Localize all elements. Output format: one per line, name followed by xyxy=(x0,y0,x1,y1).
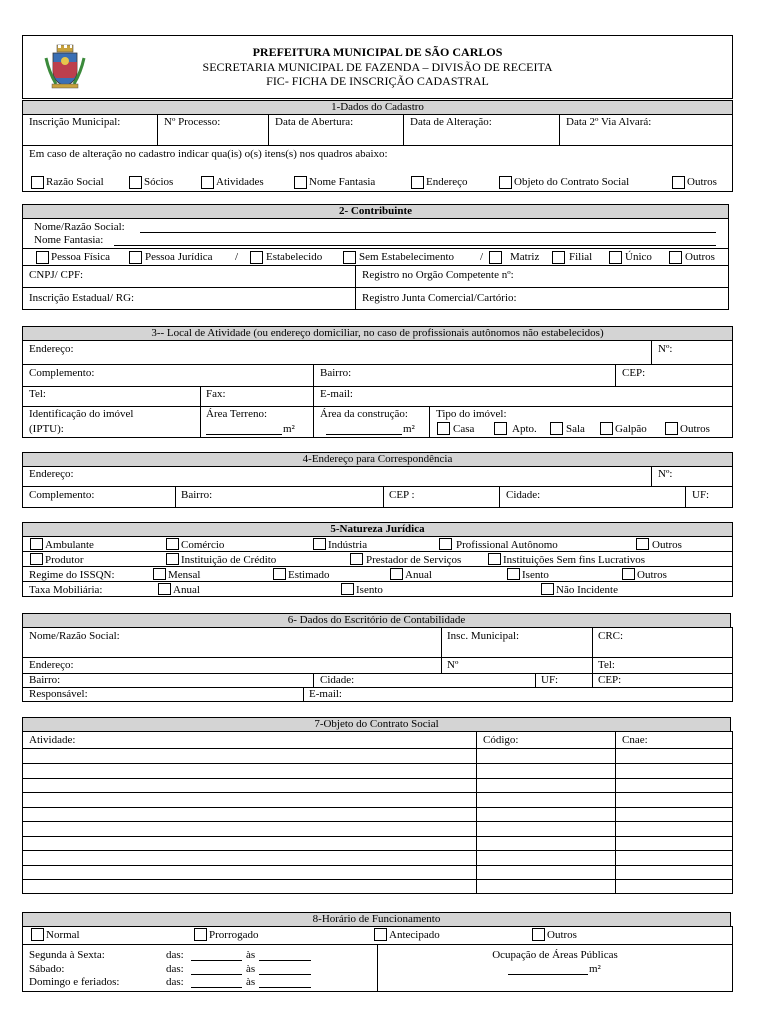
divider xyxy=(175,486,176,508)
checkbox-pessoa-juridica[interactable] xyxy=(129,251,142,264)
label-endereco: Endereço xyxy=(426,176,468,188)
label-sala: Sala xyxy=(566,423,585,435)
divider xyxy=(22,657,733,658)
label-filial: Filial xyxy=(569,251,593,263)
label-instituicoes-sem-fins: Instituições Sem fins Lucrativos xyxy=(503,554,646,566)
field-bairro-corresp[interactable]: Bairro: xyxy=(181,489,213,501)
divider xyxy=(22,673,733,674)
label-galpao: Galpão xyxy=(615,423,647,435)
checkbox-profissional-autonomo[interactable] xyxy=(439,538,452,550)
label-apto: Apto. xyxy=(512,423,537,435)
checkbox-filial[interactable] xyxy=(552,251,565,264)
label-identificacao-imovel: Identificação do imóvel xyxy=(29,408,134,420)
field-numero-escritorio[interactable]: Nº xyxy=(447,659,459,671)
separator: / xyxy=(235,251,239,263)
section-7-title: 7-Objeto do Contrato Social xyxy=(22,717,731,732)
label-unico: Único xyxy=(625,251,652,263)
label-casa: Casa xyxy=(453,423,475,435)
section-6-title: 6- Dados do Escritório de Contabilidade xyxy=(22,613,731,628)
checkbox-endereco[interactable] xyxy=(411,176,424,189)
label-as: às xyxy=(246,963,256,975)
label-mensal: Mensal xyxy=(168,569,201,581)
label-razao-social: Razão Social xyxy=(46,176,104,188)
field-nome-escritorio[interactable]: Nome/Razão Social: xyxy=(29,630,120,642)
label-outros: Outros xyxy=(687,176,717,188)
checkbox-unico[interactable] xyxy=(609,251,622,264)
ocupacao-field[interactable] xyxy=(508,974,588,975)
field-cidade-corresp[interactable]: Cidade: xyxy=(506,489,541,501)
label-das: das: xyxy=(166,949,184,961)
section-5-title: 5-Natureza Jurídica xyxy=(22,522,733,537)
divider xyxy=(22,287,729,288)
checkbox-outros-horario[interactable] xyxy=(532,928,545,941)
divider xyxy=(22,486,733,487)
field-tel-escritorio[interactable]: Tel: xyxy=(598,659,615,671)
divider xyxy=(429,406,430,438)
label-domingo-feriados: Domingo e feriados: xyxy=(29,976,120,988)
field-endereco[interactable]: Endereço: xyxy=(29,343,74,355)
time-to-sabado[interactable] xyxy=(259,974,311,975)
checkbox-apto[interactable] xyxy=(494,422,507,435)
field-responsavel[interactable]: Responsável: xyxy=(29,688,88,700)
field-uf-escritorio[interactable]: UF: xyxy=(541,674,559,686)
field-complemento[interactable]: Complemento: xyxy=(29,367,95,379)
time-to-segunda[interactable] xyxy=(259,960,311,961)
column-codigo: Código: xyxy=(483,734,519,746)
area-terreno-line xyxy=(206,434,282,435)
section-2-title: 2- Contribuinte xyxy=(22,204,729,219)
divider xyxy=(22,581,733,582)
label-estimado: Estimado xyxy=(288,569,330,581)
field-uf-corresp[interactable]: UF: xyxy=(692,489,710,501)
unit-m2: m² xyxy=(283,423,295,435)
field-registro-junta[interactable]: Registro Junta Comercial/Cartório: xyxy=(362,292,517,304)
label-anual-regime: Anual xyxy=(405,569,432,581)
checkbox-galpao[interactable] xyxy=(600,422,613,435)
table-row[interactable] xyxy=(22,792,733,793)
checkbox-instituicao-credito[interactable] xyxy=(166,553,179,565)
label-ambulante: Ambulante xyxy=(45,539,94,551)
section-3-title: 3-- Local de Atividade (ou endereço domiciliar, no caso de profissionais autônomos não estabelecidos) xyxy=(22,326,733,341)
label-prorrogado: Prorrogado xyxy=(209,929,259,941)
label-sem-estabelecimento: Sem Estabelecimento xyxy=(359,251,454,263)
column-cnae: Cnae: xyxy=(622,734,648,746)
table-row[interactable] xyxy=(22,850,733,851)
label-prestador-servicos: Prestador de Serviços xyxy=(366,554,462,566)
field-registro-orgao[interactable]: Registro no Orgão Competente nº: xyxy=(362,269,514,281)
divider xyxy=(200,386,201,438)
checkbox-pessoa-fisica[interactable] xyxy=(36,251,49,264)
field-complemento-corresp[interactable]: Complemento: xyxy=(29,489,95,501)
divider xyxy=(651,340,652,364)
label-anual-taxa: Anual xyxy=(173,584,200,596)
checkbox-mensal[interactable] xyxy=(153,568,166,580)
field-endereco-escritorio[interactable]: Endereço: xyxy=(29,659,74,671)
label-pessoa-juridica: Pessoa Jurídica xyxy=(145,251,213,263)
field-data-2via-alvara[interactable]: Data 2º Via Alvará: xyxy=(566,116,652,128)
label-matriz: Matriz xyxy=(510,251,540,263)
label-socios: Sócios xyxy=(144,176,174,188)
field-cep-corresp[interactable]: CEP : xyxy=(389,489,415,501)
divider xyxy=(22,386,733,387)
checkbox-ambulante[interactable] xyxy=(30,538,43,550)
checkbox-isento-regime[interactable] xyxy=(507,568,520,580)
field-cidade-escritorio[interactable]: Cidade: xyxy=(320,674,355,686)
label-isento-taxa: Isento xyxy=(356,584,383,596)
field-endereco-corresp[interactable]: Endereço: xyxy=(29,468,74,480)
time-from-sabado[interactable] xyxy=(191,974,242,975)
label-sabado: Sábado: xyxy=(29,963,65,975)
field-bairro-escritorio[interactable]: Bairro: xyxy=(29,674,61,686)
area-construcao-line xyxy=(326,434,402,435)
table-row[interactable] xyxy=(22,778,733,779)
label-antecipado: Antecipado xyxy=(389,929,440,941)
divider xyxy=(441,627,442,673)
section-8-title: 8-Horário de Funcionamento xyxy=(22,912,731,927)
checkbox-nome-fantasia[interactable] xyxy=(294,176,307,189)
label-outros-horario: Outros xyxy=(547,929,577,941)
checkbox-socios[interactable] xyxy=(129,176,142,189)
field-numero-processo[interactable]: Nº Processo: xyxy=(164,116,221,128)
checkbox-casa[interactable] xyxy=(437,422,450,435)
checkbox-atividades[interactable] xyxy=(201,176,214,189)
field-nome-razao-social[interactable]: Nome/Razão Social: xyxy=(34,221,125,233)
label-outros-contribuinte: Outros xyxy=(685,251,715,263)
label-objeto-contrato: Objeto do Contrato Social xyxy=(514,176,630,188)
divider xyxy=(22,551,733,552)
checkbox-anual-regime[interactable] xyxy=(390,568,403,580)
checkbox-instituicoes-sem-fins[interactable] xyxy=(488,553,501,565)
divider xyxy=(615,364,616,386)
label-outros-regime: Outros xyxy=(637,569,667,581)
time-to-domingo[interactable] xyxy=(259,987,311,988)
label-produtor: Produtor xyxy=(45,554,84,566)
fill-line xyxy=(114,245,716,246)
divider xyxy=(476,731,477,894)
checkbox-estabelecido[interactable] xyxy=(250,251,263,264)
divider xyxy=(651,466,652,486)
label-outros-imovel: Outros xyxy=(680,423,710,435)
label-normal: Normal xyxy=(46,929,80,941)
table-row[interactable] xyxy=(22,807,733,808)
label-segunda-sexta: Segunda à Sexta: xyxy=(29,949,105,961)
divider xyxy=(592,627,593,687)
divider xyxy=(268,114,269,145)
field-iptu[interactable]: (IPTU): xyxy=(29,423,64,435)
table-row[interactable] xyxy=(22,821,733,822)
table-row[interactable] xyxy=(22,836,733,837)
field-email-escritorio[interactable]: E-mail: xyxy=(309,688,342,700)
section-7-table xyxy=(22,731,733,894)
checkbox-outros-imovel[interactable] xyxy=(665,422,678,435)
divider xyxy=(22,687,733,688)
label-profissional-autonomo: Profissional Autônomo xyxy=(456,539,558,551)
checkbox-produtor[interactable] xyxy=(30,553,43,565)
label-industria: Indústria xyxy=(328,539,368,551)
unit-m2: m² xyxy=(589,963,601,975)
field-numero[interactable]: Nº: xyxy=(658,343,673,355)
divider xyxy=(355,265,356,310)
divider xyxy=(499,486,500,508)
field-data-alteracao[interactable]: Data de Alteração: xyxy=(410,116,492,128)
divider xyxy=(303,687,304,702)
field-fax[interactable]: Fax: xyxy=(206,388,226,400)
divider xyxy=(535,673,536,687)
divider xyxy=(22,364,733,365)
checkbox-outros-contribuinte[interactable] xyxy=(669,251,682,264)
label-outros-natureza: Outros xyxy=(652,539,682,551)
label-nao-incidente: Não Incidente xyxy=(556,584,618,596)
divider xyxy=(22,145,733,146)
label-nome-fantasia: Nome Fantasia xyxy=(309,176,376,188)
separator: / xyxy=(480,251,484,263)
checkbox-normal[interactable] xyxy=(31,928,44,941)
checkbox-sem-estabelecimento[interactable] xyxy=(343,251,356,264)
table-row[interactable] xyxy=(22,865,733,866)
field-cep-escritorio[interactable]: CEP: xyxy=(598,674,622,686)
field-inscricao-municipal[interactable]: Inscrição Municipal: xyxy=(29,116,121,128)
field-inscricao-estadual[interactable]: Inscrição Estadual/ RG: xyxy=(29,292,135,304)
label-comercio: Comércio xyxy=(181,539,225,551)
section-6-box xyxy=(22,627,733,702)
divider xyxy=(313,364,314,438)
column-atividade: Atividade: xyxy=(29,734,76,746)
fill-line xyxy=(140,232,716,233)
label-as: às xyxy=(246,976,256,988)
page-title: PREFEITURA MUNICIPAL DE SÃO CARLOS xyxy=(252,45,503,59)
label-estabelecido: Estabelecido xyxy=(266,251,323,263)
field-cep[interactable]: CEP: xyxy=(622,367,646,379)
checkbox-prestador-servicos[interactable] xyxy=(350,553,363,565)
field-bairro[interactable]: Bairro: xyxy=(320,367,352,379)
checkbox-anual-taxa[interactable] xyxy=(158,583,171,595)
checkbox-sala[interactable] xyxy=(550,422,563,435)
divider xyxy=(22,566,733,567)
label-tipo-imovel: Tipo do imóvel: xyxy=(436,408,507,420)
unit-m2: m² xyxy=(403,423,415,435)
checkbox-nao-incidente[interactable] xyxy=(541,583,554,595)
label-area-construcao: Área da construção: xyxy=(320,408,408,420)
label-taxa-mobiliaria: Taxa Mobiliária: xyxy=(29,584,103,596)
checkbox-estimado[interactable] xyxy=(273,568,286,580)
section-4-box xyxy=(22,466,733,508)
label-isento-regime: Isento xyxy=(522,569,549,581)
alteration-note: Em caso de alteração no cadastro indicar qua(is) o(s) itens(s) nos quadros abaixo: xyxy=(29,148,388,160)
divider xyxy=(22,248,729,249)
checkbox-outros-regime[interactable] xyxy=(622,568,635,580)
checkbox-matriz[interactable] xyxy=(489,251,502,264)
label-pessoa-fisica: Pessoa Física xyxy=(51,251,110,263)
field-email[interactable]: E-mail: xyxy=(320,388,353,400)
field-numero-corresp[interactable]: Nº: xyxy=(658,468,673,480)
field-crc[interactable]: CRC: xyxy=(598,630,624,642)
divider xyxy=(157,114,158,145)
checkbox-isento-taxa[interactable] xyxy=(341,583,354,595)
field-data-abertura[interactable]: Data de Abertura: xyxy=(275,116,354,128)
form-name: FIC- FICHA DE INSCRIÇÃO CADASTRAL xyxy=(266,74,489,88)
label-area-terreno: Área Terreno: xyxy=(206,408,268,420)
checkbox-antecipado[interactable] xyxy=(374,928,387,941)
divider xyxy=(383,486,384,508)
table-row[interactable] xyxy=(22,879,733,880)
divider xyxy=(685,486,686,508)
field-insc-municipal-escritorio[interactable]: Insc. Municipal: xyxy=(447,630,520,642)
field-tel[interactable]: Tel: xyxy=(29,388,46,400)
checkbox-outros-natureza[interactable] xyxy=(636,538,649,550)
label-das: das: xyxy=(166,976,184,988)
checkbox-prorrogado[interactable] xyxy=(194,928,207,941)
divider xyxy=(403,114,404,145)
label-ocupacao-areas: Ocupação de Áreas Públicas xyxy=(492,949,618,961)
time-from-segunda[interactable] xyxy=(191,960,242,961)
divider xyxy=(313,673,314,687)
page-subtitle: SECRETARIA MUNICIPAL DE FAZENDA – DIVISÃO DE RECEITA xyxy=(202,60,553,74)
checkbox-comercio[interactable] xyxy=(166,538,179,550)
checkbox-outros[interactable] xyxy=(672,176,685,189)
section-1-title: 1-Dados do Cadastro xyxy=(22,100,733,115)
field-cnpj-cpf[interactable]: CNPJ/ CPF: xyxy=(29,269,84,281)
table-row[interactable] xyxy=(22,763,733,764)
time-from-domingo[interactable] xyxy=(191,987,242,988)
table-row[interactable] xyxy=(22,748,733,749)
divider xyxy=(559,114,560,145)
section-4-title: 4-Endereço para Correspondência xyxy=(22,452,733,467)
label-as: às xyxy=(246,949,256,961)
divider xyxy=(22,265,729,266)
label-das: das: xyxy=(166,963,184,975)
label-instituicao-credito: Instituição de Crédito xyxy=(181,554,277,566)
divider xyxy=(22,406,733,407)
label-regime-issqn: Regime do ISSQN: xyxy=(29,569,115,581)
checkbox-objeto-contrato[interactable] xyxy=(499,176,512,189)
checkbox-razao-social[interactable] xyxy=(31,176,44,189)
field-nome-fantasia[interactable]: Nome Fantasia: xyxy=(34,234,104,246)
label-atividades: Atividades xyxy=(216,176,264,188)
checkbox-industria[interactable] xyxy=(313,538,326,550)
divider xyxy=(615,731,616,894)
